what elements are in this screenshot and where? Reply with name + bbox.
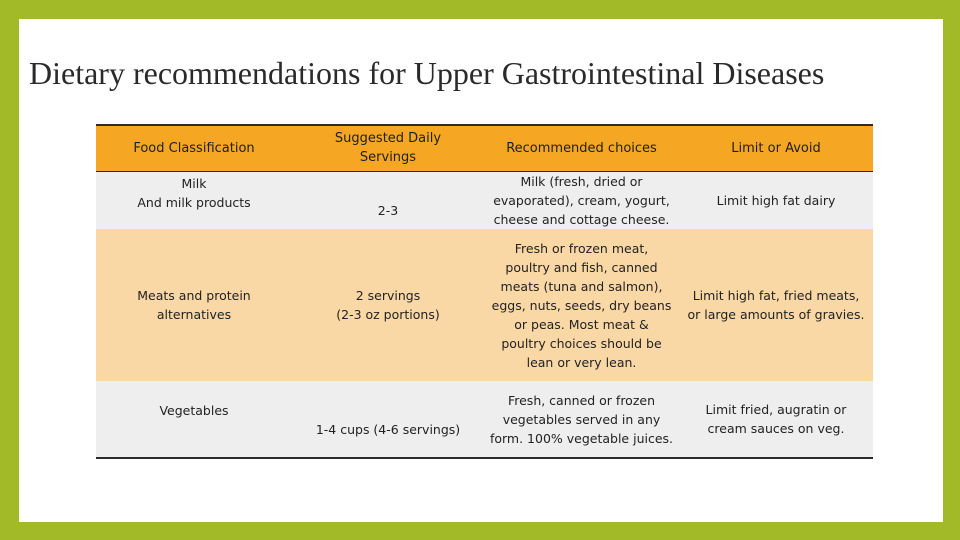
cell-line: poultry and fish, canned	[505, 259, 658, 275]
cell-line: Limit fried, augratin or	[705, 402, 847, 417]
cell-line: Vegetables	[159, 403, 229, 418]
cell-line: Meats and protein	[137, 288, 251, 303]
cell-classification	[96, 171, 292, 229]
dietary-table	[96, 124, 873, 459]
cell-limit	[679, 171, 873, 229]
cell-line: And milk products	[137, 194, 251, 210]
cell-servings	[292, 171, 484, 229]
cell-line: eggs, nuts, seeds, dry beans	[491, 297, 672, 313]
cell-line: vegetables served in any	[502, 411, 661, 427]
cell-line: or peas. Most meat &	[514, 316, 649, 332]
cell-limit	[679, 229, 873, 381]
cell-line: lean or very lean.	[526, 354, 637, 370]
cell-line: 2-3	[377, 202, 399, 218]
cell-servings	[292, 381, 484, 458]
cell-recommended	[484, 229, 679, 381]
slide	[19, 19, 943, 522]
cell-line: Fresh or frozen meat,	[514, 240, 649, 256]
header-suggested-servings	[292, 125, 484, 171]
header-label: Food Classification	[133, 140, 255, 156]
header-label: Recommended choices	[506, 140, 657, 156]
table-row-vegetables	[96, 381, 873, 458]
cell-recommended	[484, 381, 679, 458]
cell-line: Milk	[181, 175, 207, 191]
cell-line: 2 servings	[355, 288, 421, 303]
header-recommended-choices	[484, 125, 679, 171]
cell-line: Fresh, canned or frozen	[507, 392, 656, 408]
cell-line: alternatives	[156, 307, 232, 322]
cell-limit	[679, 381, 873, 458]
cell-servings	[292, 229, 484, 381]
cell-line: Milk (fresh, dried or	[520, 173, 643, 189]
cell-recommended	[484, 171, 679, 229]
table-row-meats	[96, 229, 873, 381]
cell-line: Limit high fat dairy	[716, 192, 836, 208]
cell-line: (2-3 oz portions)	[336, 307, 440, 322]
cell-line: 1-4 cups (4-6 servings)	[315, 421, 461, 437]
header-limit-or-avoid	[679, 125, 873, 171]
slide-title: Dietary recommendations for Upper Gastrointestinal Diseases	[29, 55, 825, 91]
cell-line: meats (tuna and salmon),	[500, 278, 663, 294]
header-label: Limit or Avoid	[731, 140, 821, 156]
header-food-classification	[96, 125, 292, 171]
cell-line: or large amounts of gravies.	[687, 307, 865, 322]
table-header-row	[96, 125, 873, 171]
cell-line: cheese and cottage cheese.	[493, 211, 670, 227]
table-row-milk	[96, 171, 873, 229]
cell-line: Limit high fat, fried meats,	[692, 288, 860, 303]
cell-classification	[96, 229, 292, 381]
header-label: Suggested Daily Servings	[334, 131, 442, 166]
cell-line: evaporated), cream, yogurt,	[493, 192, 670, 208]
cell-line: cream sauces on veg.	[707, 421, 845, 436]
cell-line: poultry choices should be	[501, 335, 662, 351]
cell-classification	[96, 381, 292, 458]
cell-line: form. 100% vegetable juices.	[489, 430, 674, 446]
